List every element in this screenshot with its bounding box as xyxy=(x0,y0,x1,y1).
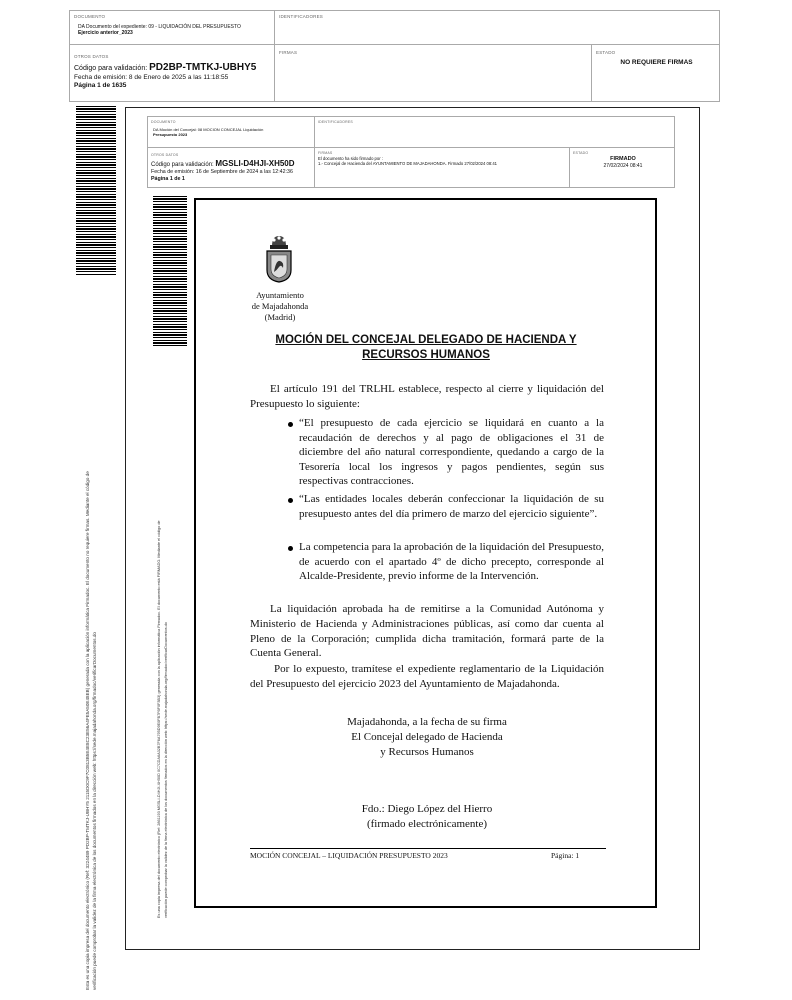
outer-estado-label: ESTADO xyxy=(596,50,616,55)
letter-title xyxy=(236,333,616,363)
inner-estado: FIRMADO xyxy=(610,156,636,162)
seal-line-2: de Majadahonda xyxy=(251,301,309,311)
inner-firmas-cell xyxy=(314,147,570,188)
outer-documento-cell xyxy=(69,10,275,45)
inner-documento-label: DOCUMENTO xyxy=(151,120,176,124)
outer-vertical-text-2: verificación puede comprobar la validez de la firma electrónica de los documentos firmados en la dirección web: https://sede.majadahonda.org/firmadoc/verificarDocumentos.do xyxy=(92,632,97,990)
inner-firmas-label: FIRMAS xyxy=(318,151,333,155)
inner-estado-date: 27/02/2024 08:41 xyxy=(603,163,643,169)
inner-identificadores-label: IDENTIFICADORES xyxy=(318,120,353,124)
seal-caption xyxy=(242,290,318,323)
bullet-dot-1 xyxy=(288,422,293,427)
inner-codigo-prefix: Código para validación: xyxy=(151,162,214,168)
seal-line-1: Ayuntamiento xyxy=(256,290,304,300)
outer-documento-line2: Ejercicio anterior_2023 xyxy=(78,30,133,36)
signatory-block xyxy=(250,802,604,832)
signature-role-2: y Recursos Humanos xyxy=(380,746,474,758)
inner-barcode xyxy=(153,196,187,346)
inner-pagina: Página 1 de 1 xyxy=(151,176,185,182)
bullet-1: “El presupuesto de cada ejercicio se liquidará en cuanto a la recaudación de derechos y al pago de obligaciones el 31 de diciembre del año natural correspondiente, quedando a cargo de la Tesorería local los ingresos y pagos pendientes, según sus respectivas contracciones. xyxy=(299,417,604,488)
inner-fecha: Fecha de emisión: 16 de Septiembre de 2024 a las 12:42:36 xyxy=(151,169,293,175)
inner-otros-label: OTROS DATOS xyxy=(151,153,179,157)
inner-documento-line1: DA Moción del Concejal: 08 MOCION CONCEJAL Liquidación xyxy=(153,127,264,132)
inner-estado-label: ESTADO xyxy=(573,151,589,155)
footer-right: Página: 1 xyxy=(551,851,580,860)
outer-firmas-label: FIRMAS xyxy=(279,50,298,55)
letter-page xyxy=(194,198,657,908)
inner-codigo: MGSLI-D4HJI-XH50D xyxy=(215,159,295,168)
outer-vertical-text-1: Esta es una copia impresa del documento electrónico (Ref: 3224489 PD2BP-TMTKJ-UBHY5 2115D0C9F7C0813B5E4E8C23E56A4FE5A50E48EB) generada con la aplicación informática Firmadoc. El documento no requiere firmas. Mediante el código de xyxy=(85,471,90,990)
outer-documento-line1: DA Documento del expediente: 09 - LIQUIDACIÓN DEL PRESUPUESTO xyxy=(78,24,241,30)
bullet-2: “Las entidades locales deberán confeccionar la liquidación de su presupuesto antes del día primero de marzo del ejercicio siguiente”. xyxy=(299,493,604,520)
footer-rule xyxy=(250,848,606,849)
letter-paragraph-2: La liquidación aprobada ha de remitirse a la Comunidad Autónoma y Ministerio de Hacienda y Administraciones públicas, así como dar cuenta al Pleno de la Corporación; cumplida dicha tramitación, formará parte de la Cuenta General. xyxy=(250,603,604,660)
signature-role-1: El Concejal delegado de Hacienda xyxy=(351,731,503,743)
inner-otros-cell xyxy=(147,147,315,188)
inner-firmas-line1: El documento ha sido firmado por : xyxy=(318,156,383,161)
coat-of-arms-icon xyxy=(264,234,294,284)
inner-firmas-line2: 1.- Concejal de Hacienda del AYUNTAMIENTO DE MAJADAHONDA. Firmado 27/02/2024 08:41 xyxy=(318,161,497,166)
bullet-dot-2 xyxy=(288,498,293,503)
outer-fecha: Fecha de emisión: 8 de Enero de 2025 a las 11:18:55 xyxy=(74,74,229,81)
seal-line-3: (Madrid) xyxy=(264,312,296,322)
inner-codigo-row xyxy=(151,159,295,168)
outer-codigo: PD2BP-TMTKJ-UBHY5 xyxy=(149,62,257,73)
letter-paragraph-3: Por lo expuesto, tramítese el expediente reglamentario de la Liquidación del Presupuesto del ejercicio 2023 del Ayuntamiento de Majadahonda. xyxy=(250,663,604,690)
signature-block xyxy=(250,715,604,760)
outer-codigo-row xyxy=(74,62,256,73)
letter-intro: El artículo 191 del TRLHL establece, respecto al cierre y liquidación del Presupuesto lo siguiente: xyxy=(250,383,604,410)
outer-documento-label: DOCUMENTO xyxy=(74,14,106,19)
outer-codigo-prefix: Código para validación: xyxy=(74,65,148,72)
outer-firmas-cell xyxy=(274,44,592,102)
outer-otros-cell xyxy=(69,44,275,102)
signature-place-date: Majadahonda, a la fecha de su firma xyxy=(347,716,507,728)
footer-left: MOCIÓN CONCEJAL – LIQUIDACIÓN PRESUPUESTO 2023 xyxy=(250,851,448,860)
signatory-name: Fdo.: Diego López del Hierro xyxy=(361,803,493,815)
signatory-note: (firmado electrónicamente) xyxy=(366,818,488,830)
outer-otros-label: OTROS DATOS xyxy=(74,54,109,59)
inner-vertical-text-2: verificación puede comprobar la validez de la firma electrónica de los documentos firmados en la dirección web: https://sede.majadahonda.org/firmadoc/verificarDocumentos.do xyxy=(164,622,168,918)
inner-estado-cell xyxy=(569,147,675,188)
outer-pagina: Página 1 de 1635 xyxy=(74,82,127,89)
outer-identificadores-cell xyxy=(274,10,720,45)
letter-title-line-2: RECURSOS HUMANOS xyxy=(362,349,490,361)
bullet-3: La competencia para la aprobación de la liquidación del Presupuesto, de acuerdo con el apartado 4º de dicho precepto, corresponde al Alcalde-Presidente, previo informe de la Intervención. xyxy=(299,541,604,583)
inner-identificadores-cell xyxy=(314,116,675,148)
inner-vertical-text-1: Es una copia impresa del documento electrónico (Ref: 2861193 MGSLI-D4HJI-XH50D 0C7CDA6A32B7F6A795D9E0FB7F6F0F3B3) generada con la aplicación informática Firmadoc. El documento está FIRMADO. Mediante el código de xyxy=(157,520,161,918)
outer-estado: NO REQUIERE FIRMAS xyxy=(620,59,693,66)
outer-estado-cell xyxy=(591,44,720,102)
inner-documento-line2: Presupuesto 2023 xyxy=(153,132,188,137)
letter-title-line-1: MOCIÓN DEL CONCEJAL DELEGADO DE HACIENDA Y xyxy=(275,334,577,346)
outer-identificadores-label: IDENTIFICADORES xyxy=(279,14,324,19)
outer-barcode xyxy=(76,106,116,276)
inner-documento-cell xyxy=(147,116,315,148)
bullet-dot-3 xyxy=(288,546,293,551)
